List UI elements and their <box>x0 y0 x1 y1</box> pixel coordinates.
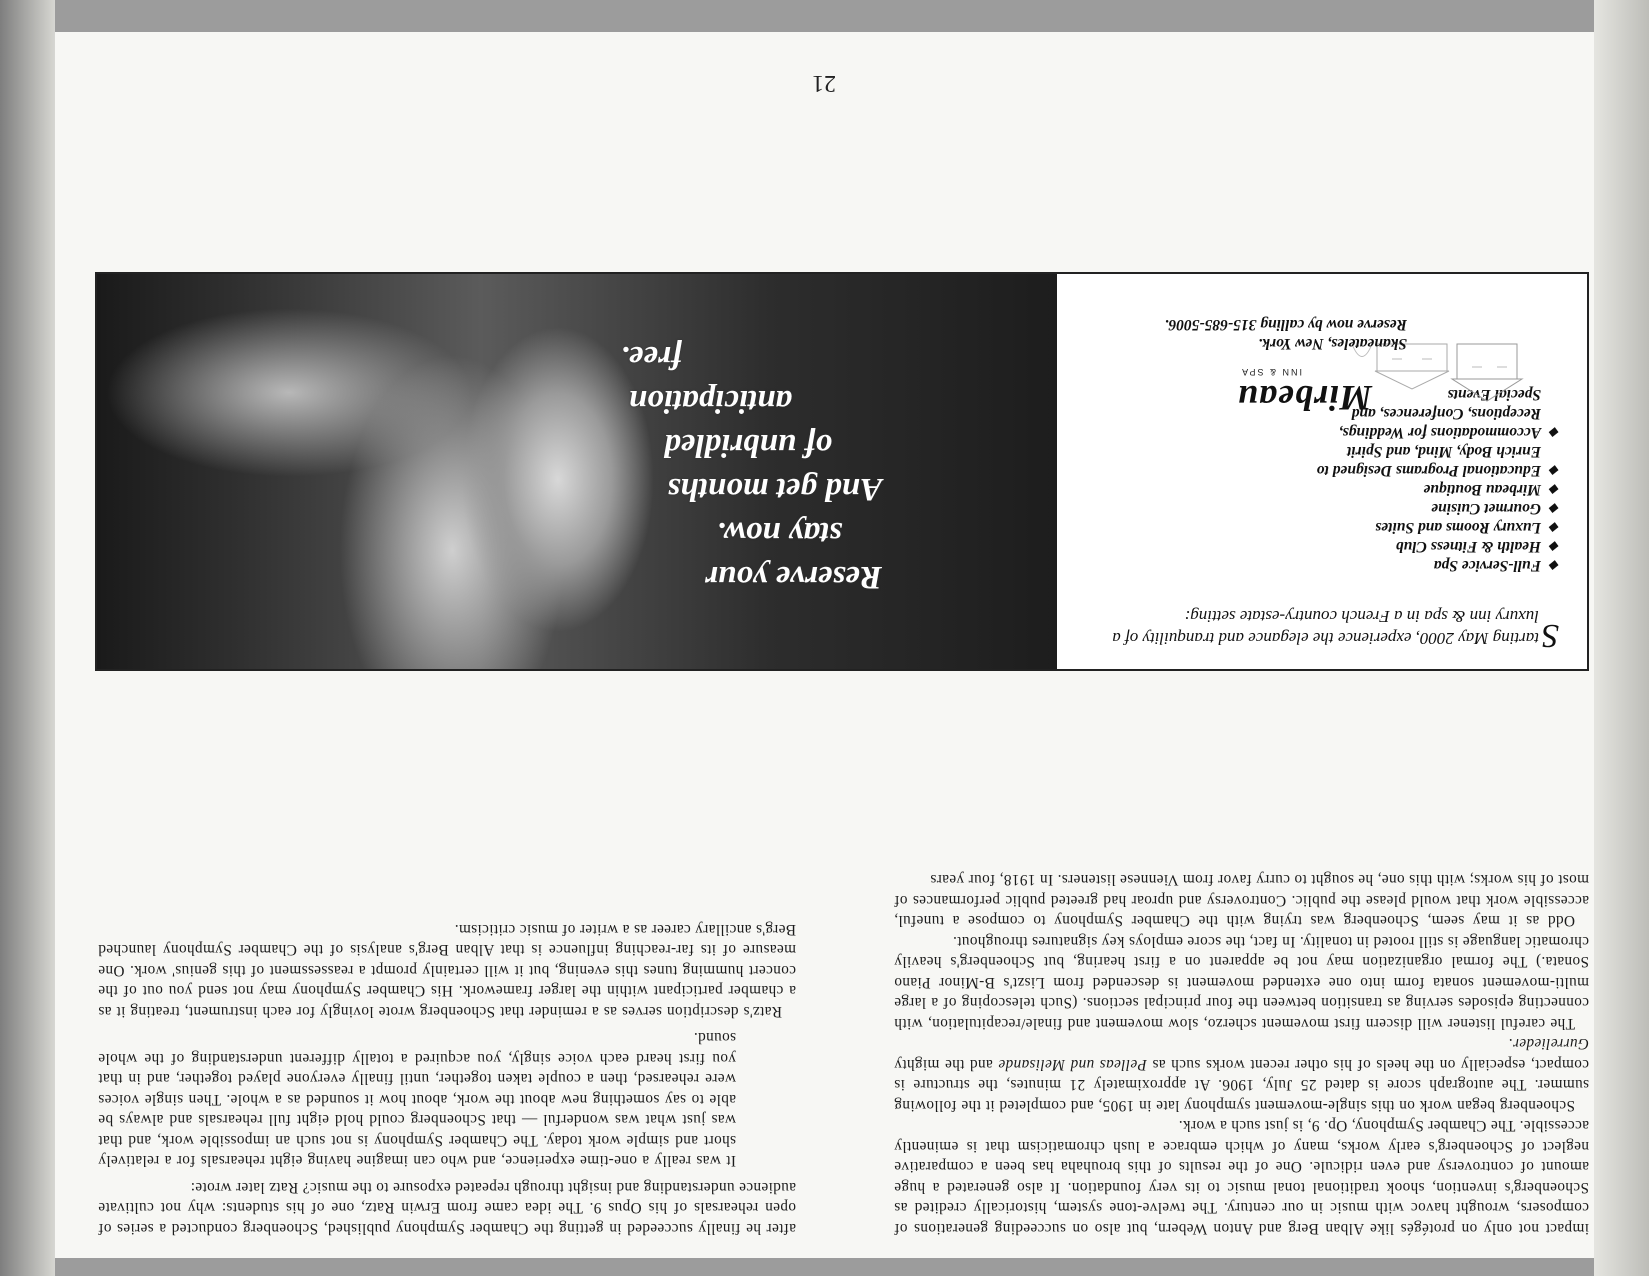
ad-headline <box>362 335 882 599</box>
ad-contact <box>1165 315 1407 353</box>
ad-feature-item <box>1317 556 1559 575</box>
mirbeau-advertisement <box>95 272 1589 671</box>
headline-line: stay now. <box>716 515 842 551</box>
headline-line: anticipation <box>628 383 792 419</box>
left-paragraph-2-text: Schoenberg began work on this single-movement symphony late in 1905, and completed it the following summer. The autograph score is dated 25 July, 1906. At approximately 21 minutes, the structure is compact, especially on the heels of his other recent works such as <box>894 1056 1589 1114</box>
ad-feature-item <box>1317 480 1559 499</box>
ad-feature-text: Health & Fitness Club <box>1395 538 1541 555</box>
right-paragraph-3: Ratz's description serves as a reminder that Schoenberg wrote lovingly for each instrument, treating it as a chamber participant within the larger framework. His Chamber Symphony may not send you out of the concert humming tunes this evening, but it will certainly prompt a reassessment of this genius' work. One measure of its far-reaching influence is that Alban Berg's analysis of the Chamber Symphony launched Berg's ancillary career as a writer of music criticism. <box>98 921 796 1020</box>
ad-feature-text: Enrich Body, Mind, and Spirit <box>1346 443 1541 460</box>
left-paragraph-3: The careful listener will discern first movement scherzo, slow movement and finale/recapitulation, with connecting episodes serving as transition between the four principal sections. (Such telescoping of a large multi-movement sonata form into one extended movement is descended from Liszt's B-Minor Piano Sonata.) The formal organization may not be apparent on a first hearing, but Schoenberg's heavily chromatic language is still rooted in tonality. In fact, the score employs key signatures throughout. <box>894 933 1589 1032</box>
ad-text-panel <box>1057 274 1587 669</box>
diamond-bullet-icon: ◆ <box>1549 483 1559 497</box>
page-number: 21 <box>812 70 836 96</box>
left-column <box>894 869 1589 1238</box>
ratz-quote: It was really a one-time experience, and who can imagine having eight rehearsals for a relatively short and simple work today. The Chamber Symphony is not such an impossible work, and that was just what was wonderful — that Schoenberg could hold eight full rehearsals and always be able to say something new about the work, about how it sounded as a whole. Then single voices were rehearsed, then a couple taken together, until finally everyone played together, and in that you first heard each voice singly, you acquired a totally different understanding of the whole sound. <box>98 1029 736 1170</box>
page-edge-shadow <box>0 0 55 1276</box>
ad-dropcap: S <box>1542 617 1559 654</box>
work-title-pelleas: Pelleas und Melisande <box>998 1056 1147 1073</box>
logo-subtitle: INN & SPA <box>1240 367 1302 377</box>
mirbeau-logo: Mirbeau <box>1236 378 1372 418</box>
ad-feature-item <box>1317 518 1559 537</box>
ad-feature-item <box>1317 423 1559 442</box>
headline-line: free. <box>620 339 682 375</box>
diamond-bullet-icon: ◆ <box>1549 426 1559 440</box>
binding-gutter <box>1594 0 1649 1276</box>
diamond-bullet-icon: ◆ <box>1549 502 1559 516</box>
ad-feature-item <box>1317 499 1559 518</box>
left-paragraph-2-joiner: and the mighty <box>893 1056 999 1073</box>
ad-phone: Reserve now by calling 315-685-5006. <box>1164 316 1407 333</box>
ad-location: Skaneateles, New York. <box>1258 335 1407 352</box>
ad-feature-item <box>1317 537 1559 556</box>
ad-feature-text: Luxury Rooms and Suites <box>1375 519 1541 536</box>
ad-feature-text: Receptions, Conferences, and <box>1351 405 1541 422</box>
ad-photo-hands <box>97 274 1057 669</box>
diamond-bullet-icon: ◆ <box>1549 540 1559 554</box>
ad-feature-item <box>1317 461 1559 480</box>
ad-feature-text: Special Events <box>1447 386 1541 403</box>
left-paragraph-2 <box>894 1033 1589 1115</box>
headline-line: of unbridled <box>664 427 832 463</box>
left-paragraph-2-end: . <box>1508 1035 1513 1053</box>
ad-feature-text: Mirbeau Boutique <box>1423 481 1541 498</box>
headline-line: Reserve your <box>705 559 882 595</box>
ad-feature-text: Gourmet Cuisine <box>1431 500 1541 517</box>
ad-feature-text: Full-Service Spa <box>1433 557 1541 574</box>
diamond-bullet-icon: ◆ <box>1549 521 1559 535</box>
left-paragraph-1: impact not only on protégés like Alban Berg and Anton Webern, but also on succeeding generations of composers, wrought havoc with music in our century. The twelve-tone system, historically credited as Schoenberg's invention, shook traditional tonal music to its very foundation. It also generated a huge amount of controversy and even ridicule. One of the results of this brouhaha has been a comparative neglect of Schoenberg's early works, many of which embrace a lush chromaticism that is eminently accessible. The Chamber Symphony, Op. 9, is just such a work. <box>894 1117 1589 1237</box>
headline-line: And get months <box>667 471 882 507</box>
right-column <box>98 919 796 1239</box>
ad-feature-text: Educational Programs Designed to <box>1316 462 1541 479</box>
work-title-gurrelieder: Gurrelieder <box>1512 1035 1589 1053</box>
ad-intro-text: tarting May 2000, experience the elegance and tranquility of a luxury inn & spa in a French country-estate setting: <box>1112 607 1539 648</box>
ad-feature-continuation <box>1317 442 1559 461</box>
right-paragraph-1: after he finally succeeded in getting the Chamber Symphony published, Schoenberg conducted a series of open rehearsals of his Opus 9. The idea came from Erwin Ratz, one of his students: why not cultivate audience understanding and insight through repeated exposure to the music? Ratz later wrote: <box>98 1179 796 1237</box>
diamond-bullet-icon: ◆ <box>1549 559 1559 573</box>
ad-intro <box>1079 605 1559 654</box>
diamond-bullet-icon: ◆ <box>1549 464 1559 478</box>
ad-feature-text: Accommodations for Weddings, <box>1338 424 1541 441</box>
left-paragraph-4: Odd as it may seem, Schoenberg was trying with the Chamber Symphony to compose a tuneful, accessible work that would please the public. Controversy and uproar had greeted public performances of most of his works; with this one, he sought to curry favor from Viennese listeners. In 1918, four years <box>894 871 1589 930</box>
